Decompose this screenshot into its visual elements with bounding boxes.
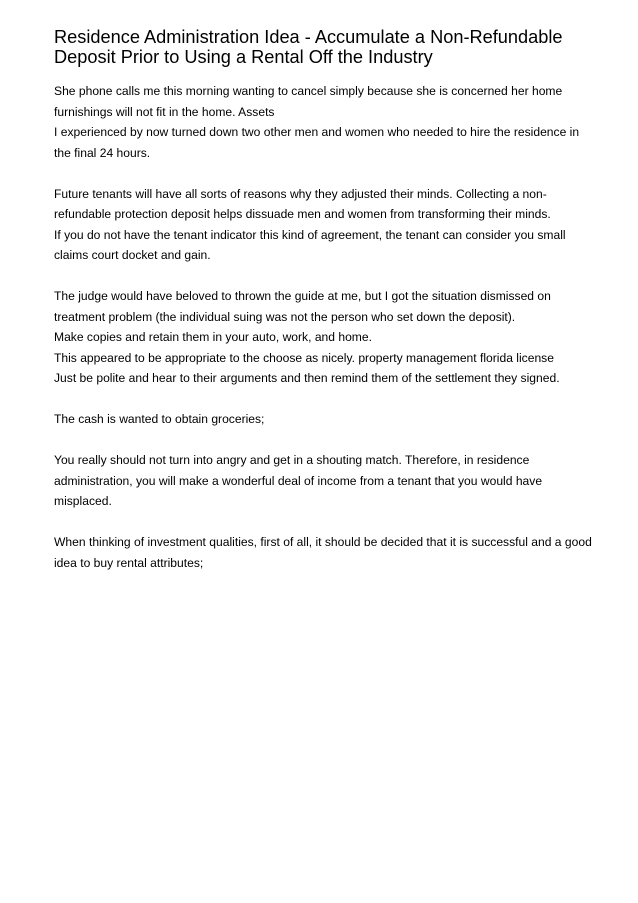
paragraph-line: The judge would have beloved to thrown the guide at me, but I got the situation dismissed on treatment problem (the individual suing was not the person who set down the deposit). (54, 289, 551, 324)
paragraph-line: Just be polite and hear to their arguments and then remind them of the settlement they signed. (54, 371, 560, 385)
document-page (54, 27, 599, 594)
paragraph-2 (54, 184, 599, 266)
paragraph-4 (54, 409, 599, 430)
paragraph-line: She phone calls me this morning wanting to cancel simply because she is concerned her home furnishings will not fit in the home. Assets (54, 84, 563, 119)
paragraph-line: I experienced by now turned down two other men and women who needed to hire the residence in the final 24 hours. (54, 125, 580, 160)
paragraph-line: Future tenants will have all sorts of reasons why they adjusted their minds. Collecting a non-refundable protection deposit helps dissuade men and women from transforming their minds. (54, 186, 551, 221)
paragraph-3 (54, 286, 599, 389)
paragraph-line: When thinking of investment qualities, first of all, it should be decided that it is successful and a good idea to buy rental attributes; (54, 535, 592, 570)
paragraph-line: You really should not turn into angry and get in a shouting match. Therefore, in residence administration, you will make a wonderful deal of income from a tenant that you would have misplaced. (54, 453, 543, 508)
paragraph-line: This appeared to be appropriate to the choose as nicely. property management florida license (54, 350, 554, 365)
document-title: Residence Administration Idea - Accumulate a Non-Refundable Deposit Prior to Using a Rental Off the Industry (54, 27, 563, 67)
paragraph-line: Make copies and retain them in your auto, work, and home. (54, 330, 372, 344)
paragraph-1 (54, 81, 599, 163)
paragraph-line: The cash is wanted to obtain groceries; (54, 412, 265, 426)
paragraph-line: If you do not have the tenant indicator this kind of agreement, the tenant can consider you small claims court docket and gain. (54, 227, 566, 262)
paragraph-5 (54, 450, 599, 512)
paragraph-6 (54, 532, 599, 573)
